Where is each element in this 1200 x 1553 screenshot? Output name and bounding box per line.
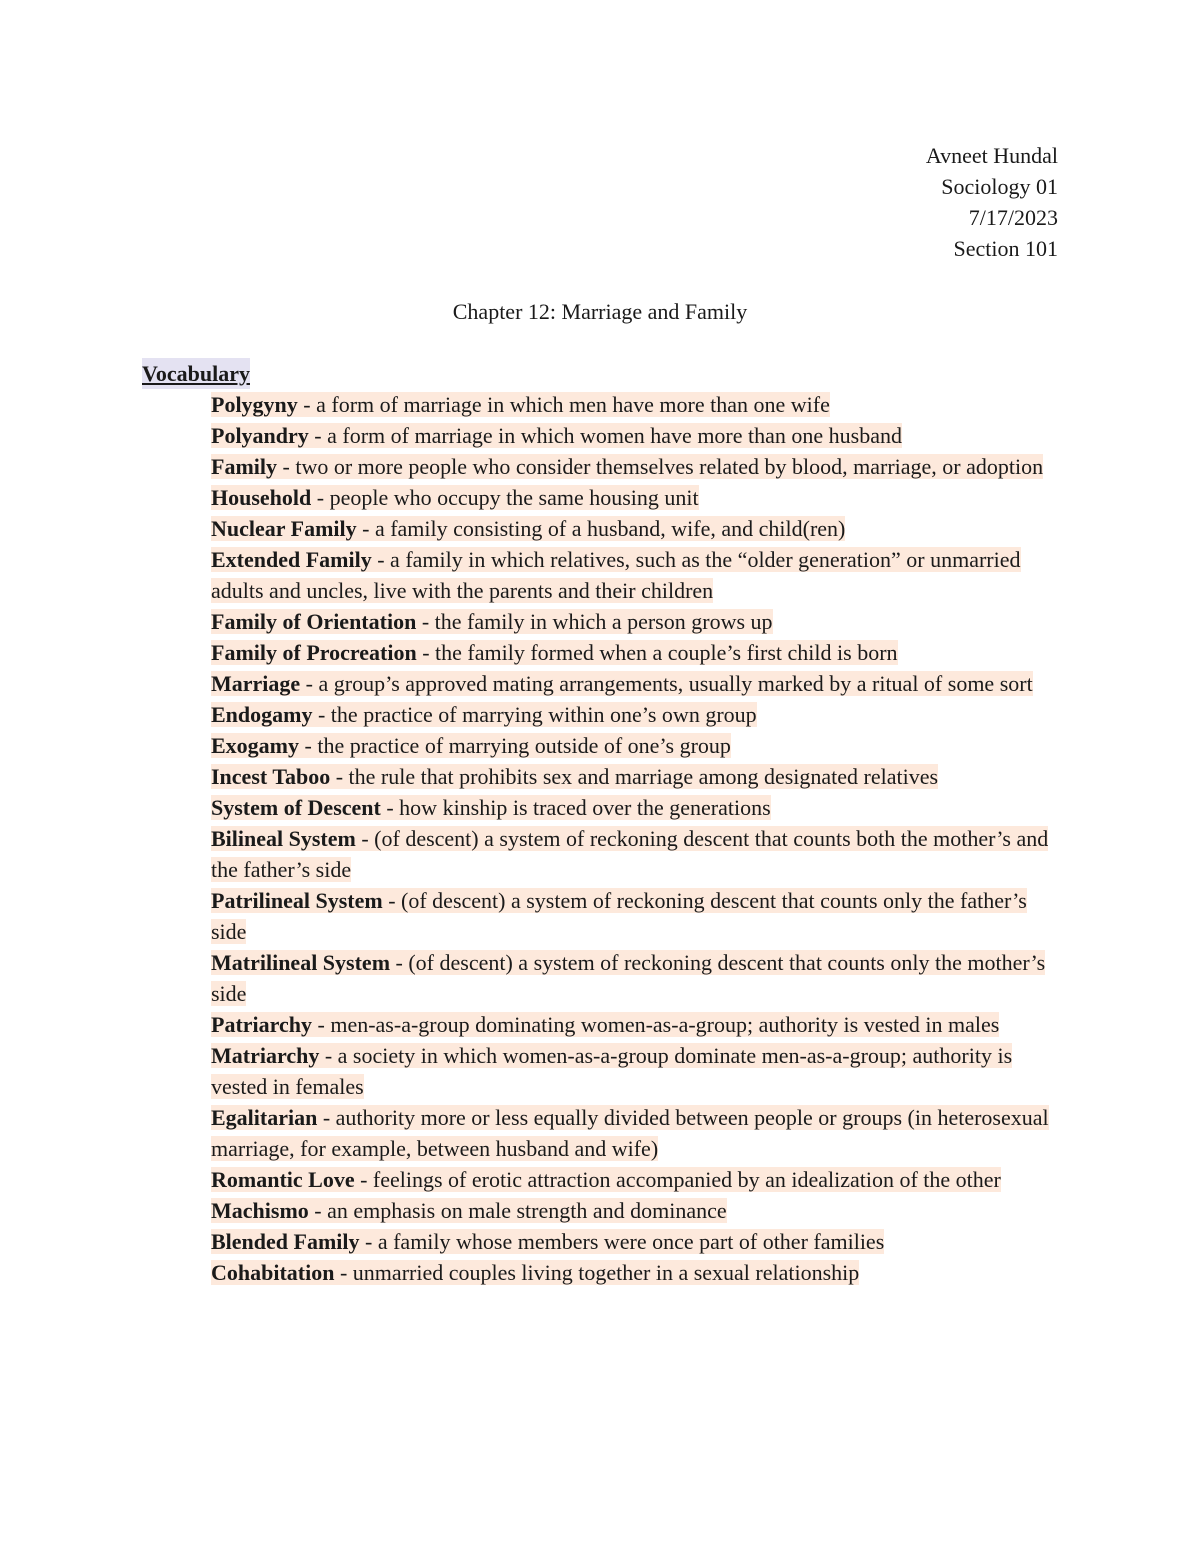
vocabulary-entry <box>211 1102 1061 1164</box>
vocabulary-entry-highlight <box>211 547 1021 603</box>
vocabulary-entry-highlight <box>211 1105 1049 1161</box>
vocabulary-entry-highlight <box>211 1229 884 1254</box>
vocabulary-entry <box>211 1009 1061 1040</box>
vocabulary-entry <box>211 730 1061 761</box>
course-name: Sociology 01 <box>941 174 1058 199</box>
vocabulary-term: Household <box>211 485 312 510</box>
vocabulary-term: Polygyny <box>211 392 298 417</box>
vocabulary-entry-highlight <box>211 764 938 789</box>
vocabulary-definition: - a form of marriage in which women have more than one husband <box>308 423 902 448</box>
vocabulary-term: Exogamy <box>211 733 299 758</box>
class-section: Section 101 <box>953 236 1058 261</box>
vocabulary-definition: - the rule that prohibits sex and marriage among designated relatives <box>330 764 939 789</box>
vocabulary-entry-highlight <box>211 392 830 417</box>
vocabulary-term: Family of Procreation <box>211 640 417 665</box>
vocabulary-entry-highlight <box>211 516 845 541</box>
vocabulary-term: Polyandry <box>211 423 309 448</box>
vocabulary-entry <box>211 544 1061 606</box>
vocabulary-entry <box>211 482 1061 513</box>
vocabulary-entry <box>211 947 1061 1009</box>
vocabulary-definition: - the family in which a person grows up <box>416 609 773 634</box>
vocabulary-definition: - people who occupy the same housing unit <box>311 485 699 510</box>
vocabulary-term: Patrilineal System <box>211 888 383 913</box>
vocabulary-definition: - feelings of erotic attraction accompanied by an idealization of the other <box>354 1167 1001 1192</box>
vocabulary-entry <box>211 761 1061 792</box>
vocabulary-definition: - the family formed when a couple’s first child is born <box>416 640 898 665</box>
vocabulary-entry <box>211 1040 1061 1102</box>
vocabulary-entry <box>211 885 1061 947</box>
vocabulary-definition: - a form of marriage in which men have more than one wife <box>297 392 830 417</box>
vocabulary-definition: - (of descent) a system of reckoning descent that counts only the mother’s side <box>211 950 1046 1006</box>
vocabulary-entry <box>211 451 1061 482</box>
vocabulary-entry <box>211 1226 1061 1257</box>
vocabulary-term: Matriarchy <box>211 1043 320 1068</box>
vocabulary-term: Family <box>211 454 277 479</box>
vocabulary-entry-highlight <box>211 423 902 448</box>
vocabulary-entry-highlight <box>211 950 1045 1006</box>
vocabulary-term: Incest Taboo <box>211 764 331 789</box>
vocabulary-term: Romantic Love <box>211 1167 355 1192</box>
vocabulary-definition: - a group’s approved mating arrangements, usually marked by a ritual of some sort <box>300 671 1033 696</box>
vocabulary-entry-highlight <box>211 826 1048 882</box>
vocabulary-term: Machismo <box>211 1198 309 1223</box>
vocabulary-term: Cohabitation <box>211 1260 335 1285</box>
vocabulary-term: Matrilineal System <box>211 950 391 975</box>
vocabulary-definition: - men-as-a-group dominating women-as-a-group; authority is vested in males <box>312 1012 1000 1037</box>
vocabulary-entry <box>211 637 1061 668</box>
vocabulary-entry <box>211 823 1061 885</box>
vocabulary-heading: Vocabulary <box>142 358 250 389</box>
vocabulary-entry <box>211 1164 1061 1195</box>
vocabulary-entry-highlight <box>211 1198 727 1223</box>
vocabulary-definition: - how kinship is traced over the generations <box>380 795 771 820</box>
chapter-title: Chapter 12: Marriage and Family <box>452 299 748 324</box>
vocabulary-definition: - a society in which women-as-a-group dominate men-as-a-group; authority is vested in females <box>211 1043 1013 1099</box>
vocabulary-entry-highlight <box>211 1260 859 1285</box>
vocabulary-term: Endogamy <box>211 702 313 727</box>
vocabulary-entry-highlight <box>211 609 773 634</box>
vocabulary-definition: - authority more or less equally divided between people or groups (in heterosexual marriage, for example, between husband and wife) <box>211 1105 1049 1161</box>
vocabulary-term: System of Descent <box>211 795 381 820</box>
vocabulary-entry-highlight <box>211 640 898 665</box>
vocabulary-entry-highlight <box>211 702 757 727</box>
vocabulary-entry <box>211 1257 1061 1288</box>
vocabulary-entry-highlight <box>211 1167 1001 1192</box>
vocabulary-entry-highlight <box>211 485 699 510</box>
vocabulary-term: Blended Family <box>211 1229 360 1254</box>
vocabulary-definition: - a family consisting of a husband, wife, and child(ren) <box>356 516 846 541</box>
vocabulary-term: Nuclear Family <box>211 516 357 541</box>
vocabulary-entry-highlight <box>211 1043 1012 1099</box>
author-name: Avneet Hundal <box>925 143 1058 168</box>
vocabulary-entry <box>211 792 1061 823</box>
vocabulary-entry-highlight <box>211 1012 999 1037</box>
document-date: 7/17/2023 <box>968 205 1058 230</box>
vocabulary-entry <box>211 606 1061 637</box>
vocabulary-definition: - two or more people who consider themselves related by blood, marriage, or adoption <box>277 454 1044 479</box>
vocabulary-list <box>211 389 1061 1288</box>
vocabulary-entry <box>211 513 1061 544</box>
vocabulary-entry-highlight <box>211 888 1027 944</box>
vocabulary-entry-highlight <box>211 671 1033 696</box>
vocabulary-term: Egalitarian <box>211 1105 318 1130</box>
vocabulary-entry <box>211 389 1061 420</box>
vocabulary-definition: - (of descent) a system of reckoning descent that counts only the father’s side <box>211 888 1027 944</box>
vocabulary-definition: - the practice of marrying outside of one’s group <box>299 733 731 758</box>
vocabulary-definition: - a family in which relatives, such as the “older generation” or unmarried adults and uncles, live with the parents and their children <box>211 547 1021 603</box>
vocabulary-term: Marriage <box>211 671 301 696</box>
vocabulary-entry <box>211 1195 1061 1226</box>
vocabulary-term: Extended Family <box>211 547 372 572</box>
vocabulary-entry-highlight <box>211 795 771 820</box>
vocabulary-entry-highlight <box>211 733 731 758</box>
author-header <box>926 140 1058 264</box>
vocabulary-entry <box>211 668 1061 699</box>
vocabulary-term: Bilineal System <box>211 826 356 851</box>
vocabulary-term: Family of Orientation <box>211 609 417 634</box>
vocabulary-term: Patriarchy <box>211 1012 313 1037</box>
vocabulary-entry-highlight <box>211 454 1043 479</box>
vocabulary-definition: - unmarried couples living together in a sexual relationship <box>334 1260 860 1285</box>
vocabulary-definition: - the practice of marrying within one’s own group <box>312 702 757 727</box>
vocabulary-definition: - (of descent) a system of reckoning descent that counts both the mother’s and the father’s side <box>211 826 1049 882</box>
vocabulary-definition: - an emphasis on male strength and dominance <box>308 1198 727 1223</box>
vocabulary-entry <box>211 699 1061 730</box>
vocabulary-definition: - a family whose members were once part of other families <box>359 1229 885 1254</box>
vocabulary-entry <box>211 420 1061 451</box>
